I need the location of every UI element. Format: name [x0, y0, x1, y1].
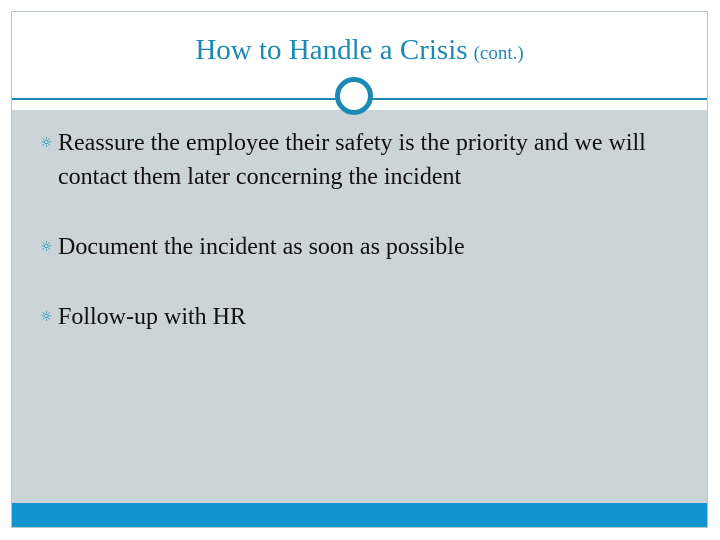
bullet-icon: ☼ — [40, 239, 53, 255]
bullet-icon: ☼ — [40, 135, 53, 151]
circle-ornament-icon — [335, 77, 373, 115]
bullet-list — [40, 126, 660, 334]
bullet-text: Document the incident as soon as possible — [58, 234, 465, 260]
bullet-item — [40, 126, 660, 194]
bullet-text: Follow-up with HR — [58, 304, 247, 330]
bullet-item — [40, 230, 660, 264]
bullet-text: Reassure the employee their safety is the priority and we will contact them later concerning the incident — [58, 130, 646, 190]
bullet-icon: ☼ — [40, 309, 53, 325]
slide-title-sub: (cont.) — [473, 42, 524, 64]
slide-title-main: How to Handle a Crisis — [195, 33, 468, 66]
slide-title — [195, 34, 523, 67]
bottom-accent-bar — [12, 503, 707, 527]
bullet-item — [40, 300, 660, 334]
